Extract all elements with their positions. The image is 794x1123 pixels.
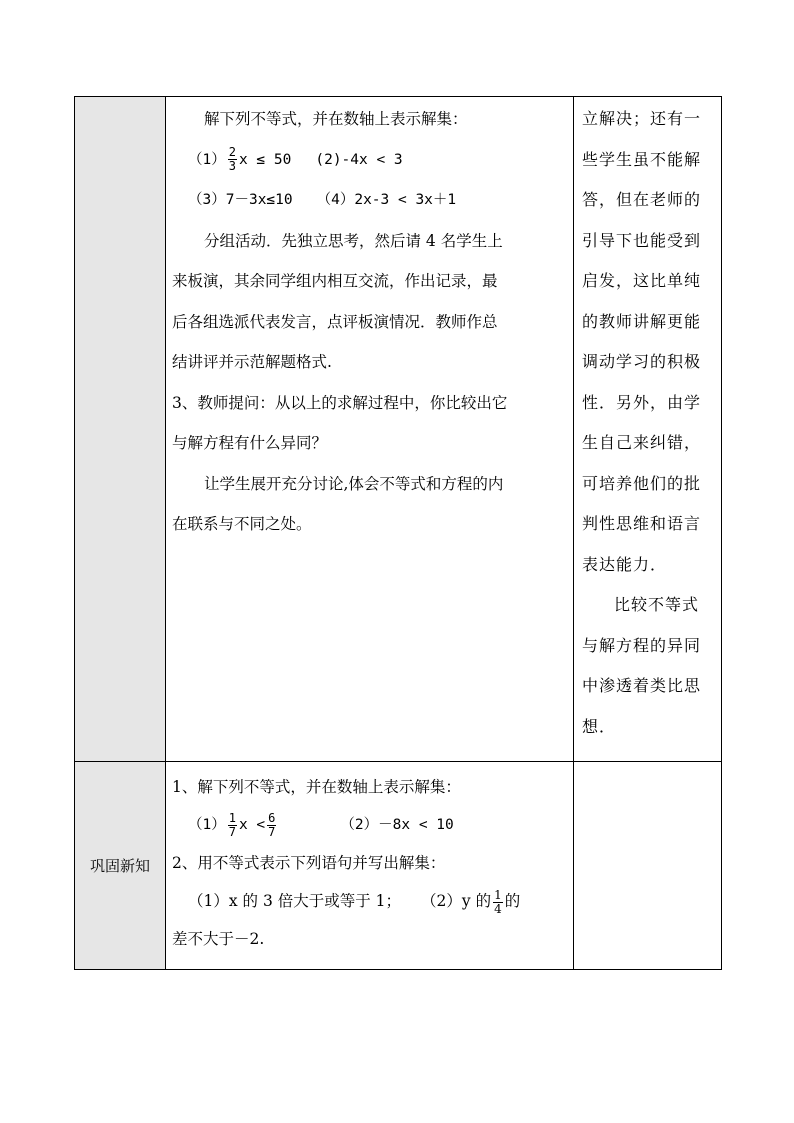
problem-3-4	[172, 180, 569, 221]
note-line: 答，但在老师的	[582, 190, 702, 209]
table-row	[75, 97, 722, 762]
question-1-items	[172, 806, 569, 844]
note-line: 引导下也能受到	[582, 230, 702, 250]
fraction-one-quarter: $\frac{1}{4}$	[494, 887, 502, 916]
fraction-six-sevenths: $\frac{6}{7}$	[268, 810, 276, 839]
note-line: 表达能力．	[582, 554, 668, 574]
row-label-cell	[75, 97, 166, 762]
note-line: 启发，这比单纯	[582, 271, 702, 290]
para-line: 分组活动．先独立思考，然后请 4 名学生上	[204, 231, 503, 250]
row-label-cell	[75, 762, 166, 970]
note-line: 立解决；还有一	[582, 109, 702, 128]
question-2-items	[172, 882, 569, 920]
question-1: 1、解下列不等式，并在数轴上表示解集：	[172, 778, 461, 796]
q1a-mid: x <	[238, 817, 266, 833]
note-line: 可培养他们的批	[582, 473, 702, 493]
note-line: 与解方程的异同	[582, 635, 702, 655]
problem-2: (2)-4x < 3	[315, 151, 403, 168]
activity-cell	[166, 97, 574, 762]
note-line: 想．	[582, 716, 617, 736]
q2b-suffix: 的	[504, 892, 521, 910]
problem-3: （3）7－3x≤10	[188, 192, 293, 208]
note-line: 调动学习的积极	[582, 352, 702, 371]
note-line: 些学生虽不能解	[582, 149, 702, 169]
note-line: 的教师讲解更能	[582, 311, 702, 331]
problem-1-2	[172, 140, 569, 181]
fraction-one-seventh: $\frac{1}{7}$	[228, 810, 236, 839]
para-line: 结讲评并示范解题格式.	[172, 353, 332, 371]
question-line: 与解方程有什么异同？	[172, 434, 328, 452]
para-line: 来板演，其余同学组内相互交流，作出记录，最	[172, 272, 498, 290]
note-line: 判性思维和语言	[582, 514, 702, 533]
discussion-line: 让学生展开充分讨论,体会不等式和方程的内	[204, 474, 504, 493]
para-line: 后各组选派代表发言，点评板演情况．教师作总	[172, 312, 498, 331]
q1b: （2）－8x < 10	[340, 817, 454, 833]
row-label: 巩固新知	[89, 857, 150, 875]
discussion-line: 在联系与不同之处。	[172, 515, 312, 533]
exercise-intro: 解下列不等式，并在数轴上表示解集：	[204, 110, 468, 128]
lesson-table	[74, 96, 722, 970]
question-line: 3、教师提问：从以上的求解过程中，你比较出它	[172, 393, 508, 412]
design-note-cell	[574, 97, 722, 762]
fraction-two-thirds: $\frac{2}{3}$	[228, 145, 236, 173]
problem-1-tail: x ≤ 50	[238, 151, 292, 168]
question-2-continued: 差不大于－2.	[172, 930, 265, 948]
note-line: 性．另外，由学	[582, 392, 702, 412]
q2b-prefix: （2）y 的	[421, 892, 492, 910]
activity-cell	[166, 762, 574, 970]
note-line: 比较不等式	[614, 595, 700, 614]
q1a-prefix: （1）	[188, 817, 226, 833]
note-line: 中渗透着类比思	[582, 676, 702, 695]
question-2: 2、用不等式表示下列语句并写出解集：	[172, 854, 446, 872]
design-note-cell	[574, 762, 722, 970]
note-line: 生自己来纠错，	[582, 433, 702, 452]
table-row	[75, 762, 722, 970]
problem-4: （4）2x-3 < 3x＋1	[316, 192, 457, 208]
q2a: （1）x 的 3 倍大于或等于 1；	[188, 892, 402, 910]
problem-1-prefix: （1）	[188, 151, 226, 168]
